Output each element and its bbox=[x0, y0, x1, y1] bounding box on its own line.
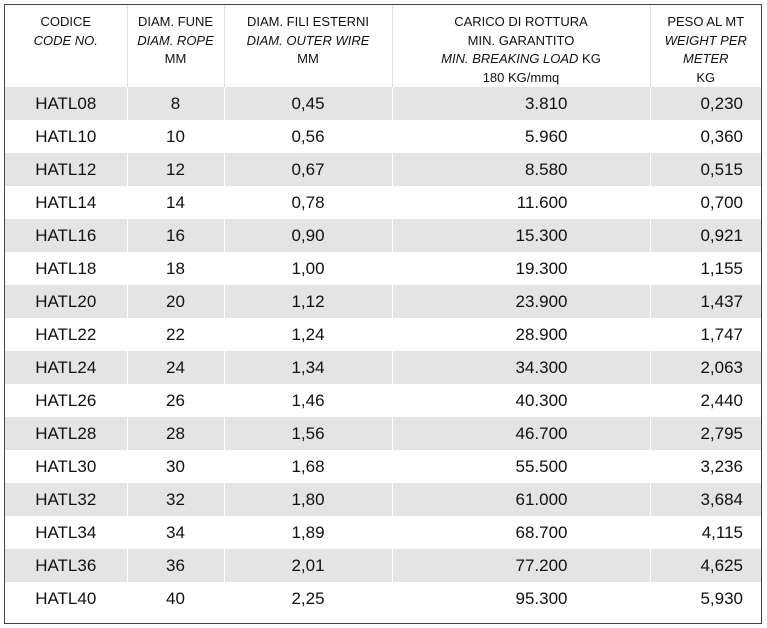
cell-code: HATL14 bbox=[35, 192, 97, 212]
header-load-en-text: MIN. BREAKING LOAD bbox=[441, 51, 579, 66]
cell-rope-diameter: 22 bbox=[127, 318, 224, 351]
cell-wire-diameter: 1,34 bbox=[224, 351, 392, 384]
header-breaking-load bbox=[392, 5, 650, 87]
header-weight-it: PESO AL MT bbox=[667, 14, 745, 29]
table-row bbox=[5, 87, 761, 120]
cell-breaking-load: 5.960 bbox=[392, 120, 650, 153]
cell-rope-diameter: 16 bbox=[127, 219, 224, 252]
cell-weight: 2,063 bbox=[650, 351, 761, 384]
table-row bbox=[5, 483, 761, 516]
cell-weight: 0,921 bbox=[650, 219, 761, 252]
cell-wire-diameter: 1,24 bbox=[224, 318, 392, 351]
cell-wire-diameter: 1,00 bbox=[224, 252, 392, 285]
cell-weight: 2,795 bbox=[650, 417, 761, 450]
cell-breaking-load: 40.300 bbox=[392, 384, 650, 417]
header-rope-unit: MM bbox=[164, 51, 187, 66]
header-weight bbox=[650, 5, 761, 87]
cell-wire-diameter: 0,78 bbox=[224, 186, 392, 219]
cell-wire-diameter: 1,56 bbox=[224, 417, 392, 450]
cell-weight: 1,747 bbox=[650, 318, 761, 351]
table-row bbox=[5, 549, 761, 582]
cell-breaking-load: 19.300 bbox=[392, 252, 650, 285]
table-row bbox=[5, 318, 761, 351]
cell-rope-diameter: 28 bbox=[127, 417, 224, 450]
header-rope-diameter bbox=[127, 5, 224, 87]
spec-table-frame bbox=[4, 4, 762, 624]
header-rope-en: DIAM. ROPE bbox=[137, 32, 214, 48]
cell-rope-diameter: 34 bbox=[127, 516, 224, 549]
cell-code: HATL12 bbox=[5, 153, 127, 186]
cell-weight: 3,236 bbox=[650, 450, 761, 483]
cell-breaking-load: 11.600 bbox=[392, 186, 650, 219]
cell-rope-diameter: 32 bbox=[127, 483, 224, 516]
cell-wire-diameter: 0,67 bbox=[224, 153, 392, 186]
cell-code: HATL34 bbox=[35, 522, 97, 542]
cell-wire-diameter: 1,68 bbox=[224, 450, 392, 483]
cell-breaking-load: 46.700 bbox=[392, 417, 650, 450]
cell-rope-diameter: 30 bbox=[127, 450, 224, 483]
table-row bbox=[5, 417, 761, 450]
cell-weight: 0,515 bbox=[650, 153, 761, 186]
header-load-it-2: MIN. GARANTITO bbox=[467, 32, 575, 48]
cell-wire-diameter: 2,25 bbox=[224, 582, 392, 615]
cell-breaking-load: 34.300 bbox=[392, 351, 650, 384]
cell-weight: 0,360 bbox=[650, 120, 761, 153]
header-weight-en-1: WEIGHT PER bbox=[664, 32, 747, 48]
cell-breaking-load: 3.810 bbox=[392, 87, 650, 120]
header-load-it-1: CARICO DI ROTTURA bbox=[454, 14, 588, 29]
cell-rope-diameter: 26 bbox=[127, 384, 224, 417]
cell-rope-diameter: 8 bbox=[127, 87, 224, 120]
cell-breaking-load: 28.900 bbox=[392, 318, 650, 351]
header-code bbox=[5, 5, 127, 87]
cell-code: HATL40 bbox=[35, 588, 97, 608]
header-code-en: CODE NO. bbox=[33, 32, 98, 48]
cell-weight: 0,230 bbox=[650, 87, 761, 120]
cell-wire-diameter: 1,46 bbox=[224, 384, 392, 417]
cell-rope-diameter: 12 bbox=[127, 153, 224, 186]
table-row bbox=[5, 351, 761, 384]
header-code-it: CODICE bbox=[40, 14, 92, 29]
cell-wire-diameter: 1,89 bbox=[224, 516, 392, 549]
header-wire-en: DIAM. OUTER WIRE bbox=[246, 32, 370, 48]
cell-rope-diameter: 10 bbox=[127, 120, 224, 153]
cell-breaking-load: 15.300 bbox=[392, 219, 650, 252]
table-row bbox=[5, 153, 761, 186]
cell-weight: 1,437 bbox=[650, 285, 761, 318]
cell-breaking-load: 68.700 bbox=[392, 516, 650, 549]
header-row bbox=[5, 5, 761, 87]
table-row bbox=[5, 186, 761, 219]
cell-rope-diameter: 36 bbox=[127, 549, 224, 582]
header-load-en bbox=[395, 50, 648, 69]
cell-weight: 3,684 bbox=[650, 483, 761, 516]
cell-code: HATL32 bbox=[5, 483, 127, 516]
header-wire-diameter bbox=[224, 5, 392, 87]
cell-rope-diameter: 18 bbox=[127, 252, 224, 285]
cell-code: HATL08 bbox=[5, 87, 127, 120]
cell-breaking-load: 61.000 bbox=[392, 483, 650, 516]
cell-code: HATL22 bbox=[35, 324, 97, 344]
cell-code: HATL16 bbox=[5, 219, 127, 252]
cell-wire-diameter: 0,56 bbox=[224, 120, 392, 153]
cell-weight: 4,625 bbox=[650, 549, 761, 582]
cell-wire-diameter: 1,80 bbox=[224, 483, 392, 516]
cell-breaking-load: 23.900 bbox=[392, 285, 650, 318]
header-wire-it: DIAM. FILI ESTERNI bbox=[246, 14, 370, 29]
cell-code: HATL24 bbox=[5, 351, 127, 384]
table-row bbox=[5, 582, 761, 615]
cell-code: HATL18 bbox=[35, 258, 97, 278]
cell-wire-diameter: 0,90 bbox=[224, 219, 392, 252]
table-row bbox=[5, 384, 761, 417]
cell-code: HATL30 bbox=[35, 456, 97, 476]
cell-breaking-load: 55.500 bbox=[392, 450, 650, 483]
cell-rope-diameter: 20 bbox=[127, 285, 224, 318]
cell-wire-diameter: 2,01 bbox=[224, 549, 392, 582]
cell-code: HATL36 bbox=[5, 549, 127, 582]
cell-wire-diameter: 0,45 bbox=[224, 87, 392, 120]
header-weight-en-2: METER bbox=[683, 51, 729, 66]
header-load-spec: 180 KG/mmq bbox=[482, 69, 560, 85]
rope-spec-table bbox=[5, 5, 761, 615]
cell-weight: 2,440 bbox=[650, 384, 761, 417]
header-wire-unit: MM bbox=[297, 51, 319, 66]
cell-code: HATL28 bbox=[5, 417, 127, 450]
cell-weight: 0,700 bbox=[650, 186, 761, 219]
cell-rope-diameter: 40 bbox=[127, 582, 224, 615]
table-row bbox=[5, 120, 761, 153]
header-load-unit: KG bbox=[578, 51, 601, 66]
table-row bbox=[5, 285, 761, 318]
cell-weight: 1,155 bbox=[650, 252, 761, 285]
table-row bbox=[5, 516, 761, 549]
cell-weight: 5,930 bbox=[650, 582, 761, 615]
header-weight-unit: KG bbox=[696, 69, 716, 85]
cell-wire-diameter: 1,12 bbox=[224, 285, 392, 318]
cell-breaking-load: 8.580 bbox=[392, 153, 650, 186]
cell-breaking-load: 77.200 bbox=[392, 549, 650, 582]
cell-code: HATL10 bbox=[35, 126, 97, 146]
table-row bbox=[5, 252, 761, 285]
cell-weight: 4,115 bbox=[650, 516, 761, 549]
cell-code: HATL20 bbox=[5, 285, 127, 318]
cell-breaking-load: 95.300 bbox=[392, 582, 650, 615]
cell-code: HATL26 bbox=[35, 390, 97, 410]
table-row bbox=[5, 219, 761, 252]
cell-rope-diameter: 14 bbox=[127, 186, 224, 219]
table-row bbox=[5, 450, 761, 483]
cell-rope-diameter: 24 bbox=[127, 351, 224, 384]
header-rope-it: DIAM. FUNE bbox=[137, 14, 214, 29]
